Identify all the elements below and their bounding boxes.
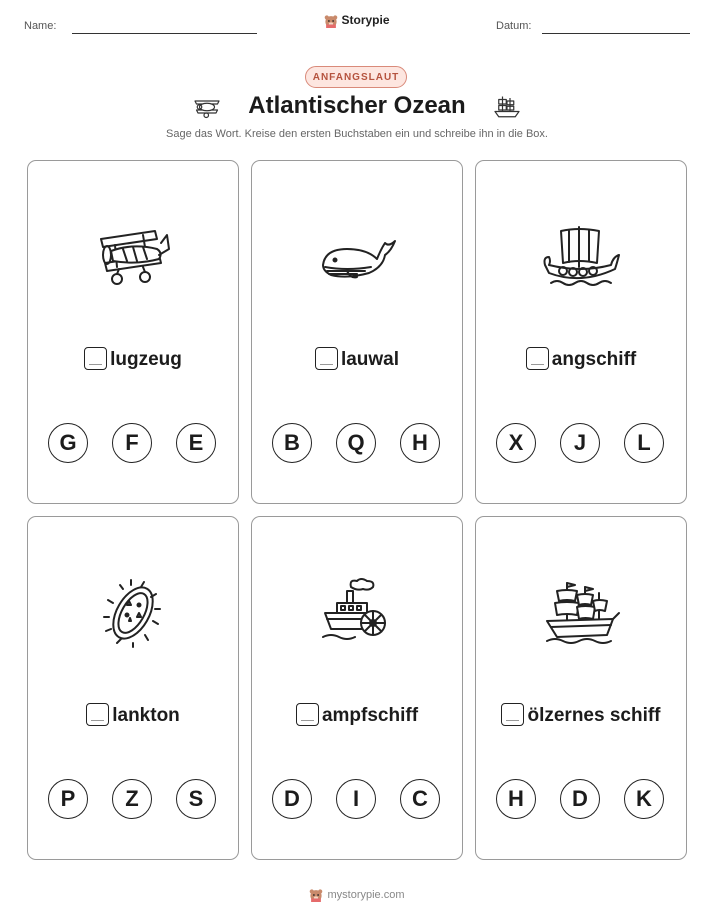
word-rest: lauwal [340,349,400,370]
letter-choice[interactable]: E [176,423,216,463]
answer-box[interactable] [86,703,109,726]
letter-choices [496,779,666,821]
answer-box[interactable] [526,347,549,370]
wooden-ship-icon [541,577,621,649]
date-line[interactable] [542,33,690,34]
letter-choices [48,423,218,465]
footer [0,888,714,902]
letter-choice[interactable]: I [336,779,376,819]
letter-choice[interactable]: Q [336,423,376,463]
word-rest: lugzeug [110,349,182,370]
card-airplane [27,160,239,504]
footer-url[interactable]: mystorypie.com [327,888,405,901]
letter-choice[interactable]: C [400,779,440,819]
word-rest: angschiff [551,349,637,370]
letter-choice[interactable]: D [272,779,312,819]
answer-box[interactable] [315,347,338,370]
word-rest: lankton [112,705,180,726]
word-prompt [28,347,238,371]
answer-box[interactable] [501,703,524,726]
word-rest: ampfschiff [321,705,419,726]
page-title: Atlantischer Ozean [248,92,466,119]
letter-choice[interactable]: D [560,779,600,819]
bear-icon [324,13,338,28]
card-viking-ship [475,160,687,504]
logo-text: Storypie [341,13,390,27]
storypie-logo [0,13,714,28]
viking-ship-icon [541,221,621,293]
card-whale [251,160,463,504]
letter-choice[interactable]: K [624,779,664,819]
letter-choice[interactable]: Z [112,779,152,819]
airplane-icon [192,93,222,121]
name-label: Name: [24,20,57,32]
category-badge: ANFANGSLAUT [305,66,407,88]
steamboat-icon [317,577,397,649]
letter-choice[interactable]: G [48,423,88,463]
whale-icon [317,221,397,293]
letter-choice[interactable]: S [176,779,216,819]
letter-choices [272,423,442,465]
date-label: Datum: [496,20,532,32]
word-prompt [476,703,686,727]
letter-choice[interactable]: F [112,423,152,463]
word-prompt [28,703,238,727]
name-line[interactable] [72,33,257,34]
word-prompt [252,347,462,371]
card-wooden-ship [475,516,687,860]
word-rest: ölzernes schiff [527,705,661,726]
instructions: Sage das Wort. Kreise den ersten Buchstaben ein und schreibe ihn in die Box. [166,128,548,140]
bear-icon [309,888,323,902]
letter-choice[interactable]: H [400,423,440,463]
answer-box[interactable] [84,347,107,370]
airplane-icon [93,221,173,293]
card-steamboat [251,516,463,860]
letter-choice[interactable]: H [496,779,536,819]
letter-choice[interactable]: L [624,423,664,463]
letter-choice[interactable]: X [496,423,536,463]
word-prompt [252,703,462,727]
answer-box[interactable] [296,703,319,726]
letter-choices [48,779,218,821]
letter-choices [496,423,666,465]
word-prompt [476,347,686,371]
letter-choice[interactable]: J [560,423,600,463]
ship-icon [492,93,522,121]
letter-choice[interactable]: B [272,423,312,463]
letter-choices [272,779,442,821]
plankton-icon [93,577,173,649]
card-plankton [27,516,239,860]
letter-choice[interactable]: P [48,779,88,819]
